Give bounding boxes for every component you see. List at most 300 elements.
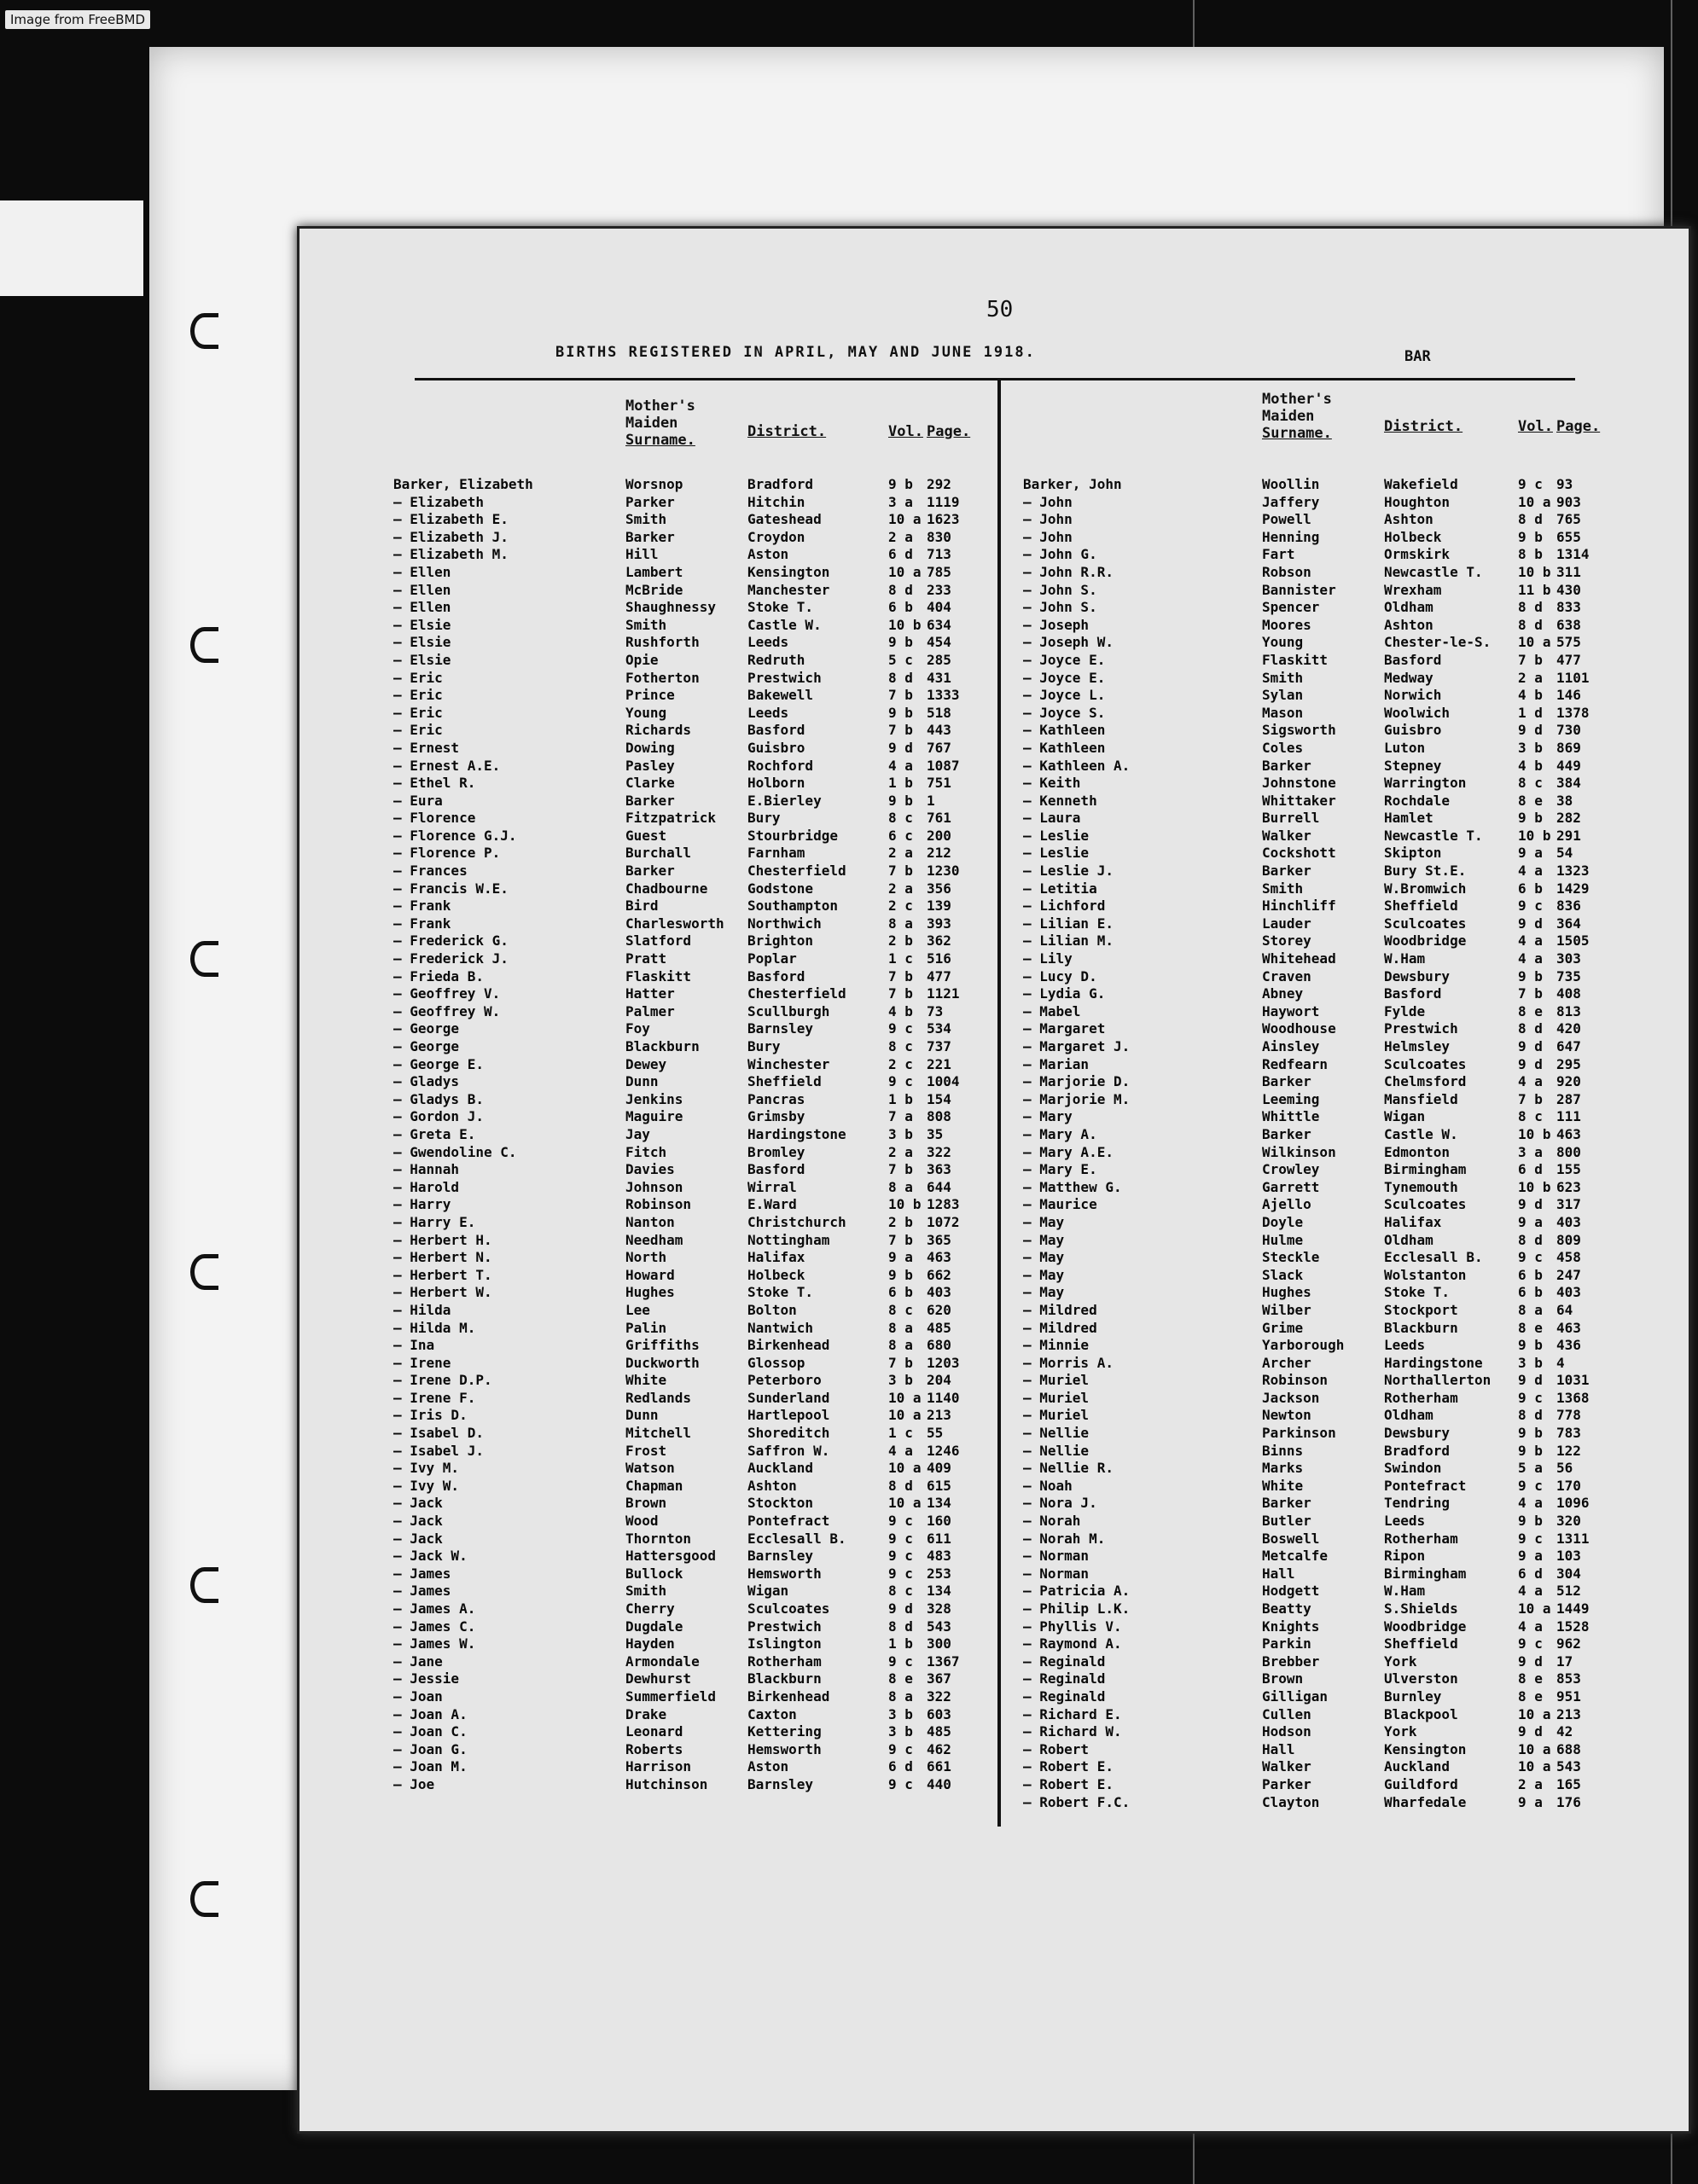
entry-name: — Ernest A.E.	[393, 757, 501, 774]
entry-volume: 6 b	[1518, 1284, 1543, 1301]
entry-page: 404	[927, 599, 951, 616]
entry-name: — Hilda M.	[393, 1319, 476, 1336]
entry-page: 363	[927, 1161, 951, 1178]
entry-name: — Kathleen A.	[1023, 757, 1131, 774]
entry-page: 247	[1556, 1266, 1581, 1283]
entry-maiden-surname: Hatter	[625, 985, 675, 1002]
entry-page: 962	[1556, 1635, 1581, 1653]
entry-page: 1429	[1556, 880, 1590, 897]
entry-page: 291	[1556, 827, 1581, 844]
entry-district: Basford	[747, 967, 805, 985]
entry-page: 362	[927, 932, 951, 950]
entry-maiden-surname: Dewhurst	[625, 1670, 692, 1687]
entry-district: W.Ham	[1384, 950, 1426, 967]
entry-maiden-surname: Garrett	[1262, 1178, 1320, 1195]
entry-volume: 8 d	[1518, 616, 1543, 633]
entry-page: 35	[927, 1125, 944, 1142]
entry-district: Aston	[747, 1758, 789, 1775]
entry-name: — Margaret	[1023, 1020, 1106, 1037]
entry-volume: 10 a	[1518, 634, 1551, 651]
entry-page: 292	[927, 476, 951, 492]
entry-district: Blackpool	[1384, 1705, 1458, 1722]
entry-volume: 2 a	[888, 845, 913, 862]
entry-maiden-surname: Barker	[625, 863, 675, 880]
entry-maiden-surname: Henning	[1262, 528, 1320, 545]
entry-maiden-surname: Barker	[625, 792, 675, 809]
entry-district: York	[1384, 1653, 1417, 1670]
entry-volume: 9 b	[888, 792, 913, 809]
entry-page: 365	[927, 1231, 951, 1248]
entry-volume: 4 a	[1518, 1583, 1543, 1600]
entry-maiden-surname: White	[625, 1372, 667, 1389]
entry-volume: 8 e	[1518, 1670, 1543, 1687]
entry-volume: 8 a	[888, 1337, 913, 1354]
entry-maiden-surname: Hall	[1262, 1740, 1295, 1757]
entry-page: 903	[1556, 493, 1581, 510]
maiden-header-2: Maiden	[625, 415, 678, 432]
entry-maiden-surname: Leeming	[1262, 1090, 1320, 1107]
entry-name: — Reginald	[1023, 1687, 1106, 1705]
entry-name: — Ethel R.	[393, 775, 476, 792]
entry-name: — Raymond A.	[1023, 1635, 1122, 1653]
entry-volume: 1 c	[888, 1425, 913, 1442]
maiden-header-3: Surname.	[625, 432, 695, 449]
entry-name: — May	[1023, 1249, 1065, 1266]
entry-district: Birkenhead	[747, 1337, 830, 1354]
entry-page: 213	[1556, 1705, 1581, 1722]
entry-name: — Frank	[393, 915, 451, 932]
entry-name: — Joe	[393, 1775, 435, 1792]
entry-name: — Joan A.	[393, 1705, 468, 1722]
entry-volume: 9 c	[1518, 1635, 1543, 1653]
entry-volume: 10 a	[1518, 1740, 1551, 1757]
surname-range: BAR	[1404, 348, 1431, 365]
entry-maiden-surname: Hodgett	[1262, 1583, 1320, 1600]
entry-volume: 9 d	[1518, 1055, 1543, 1072]
entry-district: Dewsbury	[1384, 967, 1451, 985]
entry-maiden-surname: Wilber	[1262, 1301, 1311, 1318]
entry-page: 830	[927, 528, 951, 545]
entry-page: 73	[927, 1002, 944, 1019]
entry-district: Hardingstone	[747, 1125, 846, 1142]
entry-district: Oldham	[1384, 1231, 1433, 1248]
entry-volume: 4 a	[1518, 1618, 1543, 1635]
entry-district: Norwich	[1384, 687, 1442, 704]
entry-page: 853	[1556, 1670, 1581, 1687]
entry-district: Bury St.E.	[1384, 863, 1467, 880]
entry-district: Leeds	[1384, 1337, 1426, 1354]
entry-maiden-surname: Brown	[1262, 1670, 1304, 1687]
punch-hole	[190, 1567, 218, 1603]
entry-page: 638	[1556, 616, 1581, 633]
entry-volume: 4 a	[1518, 950, 1543, 967]
entry-volume: 9 c	[888, 1565, 913, 1582]
entry-name: — Elsie	[393, 634, 451, 651]
entry-volume: 3 b	[1518, 1354, 1543, 1371]
entry-district: Halifax	[1384, 1213, 1442, 1230]
entry-district: Chester-le-S.	[1384, 634, 1492, 651]
entry-maiden-surname: Butler	[1262, 1513, 1311, 1530]
entry-maiden-surname: Young	[1262, 634, 1304, 651]
entry-district: Stoke T.	[1384, 1284, 1451, 1301]
entry-maiden-surname: Maguire	[625, 1108, 683, 1125]
entry-volume: 9 c	[888, 1513, 913, 1530]
entry-maiden-surname: Thornton	[625, 1530, 692, 1547]
entry-district: Barnsley	[747, 1020, 814, 1037]
entry-volume: 9 a	[1518, 1213, 1543, 1230]
entry-page: 311	[1556, 563, 1581, 580]
column-divider	[997, 380, 1001, 1827]
entry-maiden-surname: Whittaker	[1262, 792, 1336, 809]
entry-page: 1505	[1556, 932, 1590, 950]
entry-name: — Morris A.	[1023, 1354, 1114, 1371]
entry-page: 462	[927, 1740, 951, 1757]
entry-page: 813	[1556, 1002, 1581, 1019]
entry-district: Bakewell	[747, 687, 814, 704]
entry-name: — James	[393, 1565, 451, 1582]
entry-district: Guisbro	[1384, 722, 1442, 739]
entry-maiden-surname: Archer	[1262, 1354, 1311, 1371]
entry-volume: 3 b	[1518, 739, 1543, 756]
entry-volume: 9 c	[888, 1530, 913, 1547]
entry-page: 322	[927, 1687, 951, 1705]
entry-district: Sculcoates	[1384, 1055, 1467, 1072]
entry-district: Nottingham	[747, 1231, 830, 1248]
entry-page: 111	[1556, 1108, 1581, 1125]
entry-volume: 1 b	[888, 775, 913, 792]
entry-name: — John R.R.	[1023, 563, 1114, 580]
entry-volume: 8 d	[888, 581, 913, 598]
entry-district: Glossop	[747, 1354, 805, 1371]
entry-maiden-surname: Roberts	[625, 1740, 683, 1757]
entry-page: 122	[1556, 1442, 1581, 1459]
entry-maiden-surname: Richards	[625, 722, 692, 739]
entry-district: Pontefract	[1384, 1477, 1467, 1494]
entry-name: — Eric	[393, 704, 443, 721]
entry-page: 662	[927, 1266, 951, 1283]
entry-page: 54	[1556, 845, 1573, 862]
entry-district: Castle W.	[747, 616, 822, 633]
entry-name: — Kathleen	[1023, 722, 1106, 739]
entry-maiden-surname: Lee	[625, 1301, 650, 1318]
entry-volume: 9 b	[888, 634, 913, 651]
entry-volume: 10 a	[1518, 1705, 1551, 1722]
entry-name: — Marjorie M.	[1023, 1090, 1131, 1107]
entry-name: — Lilian E.	[1023, 915, 1114, 932]
entry-maiden-surname: Binns	[1262, 1442, 1304, 1459]
entry-volume: 10 b	[888, 616, 922, 633]
entry-volume: 8 d	[1518, 1020, 1543, 1037]
entry-maiden-surname: Bannister	[1262, 581, 1336, 598]
entry-volume: 8 b	[1518, 546, 1543, 563]
entry-name: — Joan	[393, 1687, 443, 1705]
entry-page: 233	[927, 581, 951, 598]
entry-volume: 9 c	[1518, 1389, 1543, 1406]
entry-name: — Francis W.E.	[393, 880, 509, 897]
entry-maiden-surname: Abney	[1262, 985, 1304, 1002]
entry-volume: 7 b	[888, 967, 913, 985]
entry-name: — Elizabeth	[393, 493, 484, 510]
entry-district: Bury	[747, 1038, 781, 1054]
entry-page: 367	[927, 1670, 951, 1687]
entry-name: — May	[1023, 1231, 1065, 1248]
entry-name: — Ina	[393, 1337, 435, 1354]
entry-page: 1623	[927, 511, 960, 528]
entry-page: 1283	[927, 1196, 960, 1213]
entry-district: Auckland	[747, 1460, 814, 1477]
entry-page: 139	[927, 897, 951, 915]
entry-page: 518	[927, 704, 951, 721]
entry-volume: 6 c	[888, 827, 913, 844]
entry-district: Wolstanton	[1384, 1266, 1467, 1283]
entry-name: — Joyce E.	[1023, 651, 1106, 668]
entry-page: 320	[1556, 1513, 1581, 1530]
entry-district: Halifax	[747, 1249, 805, 1266]
entry-volume: 4 a	[1518, 932, 1543, 950]
entry-volume: 7 b	[888, 1231, 913, 1248]
entry-district: E.Ward	[747, 1196, 797, 1213]
entry-page: 56	[1556, 1460, 1573, 1477]
entry-volume: 9 b	[1518, 1513, 1543, 1530]
entry-maiden-surname: Brown	[625, 1495, 667, 1512]
entry-page: 436	[1556, 1337, 1581, 1354]
entry-district: W.Ham	[1384, 1583, 1426, 1600]
entry-volume: 2 b	[888, 1213, 913, 1230]
entry-page: 644	[927, 1178, 951, 1195]
entry-name: — Muriel	[1023, 1407, 1090, 1424]
entry-page: 485	[927, 1723, 951, 1740]
entry-district: Hemsworth	[747, 1740, 822, 1757]
entry-name: — Herbert N.	[393, 1249, 492, 1266]
entry-district: Islington	[747, 1635, 822, 1653]
entry-volume: 1 b	[888, 1635, 913, 1653]
entry-volume: 10 a	[1518, 493, 1551, 510]
entry-page: 403	[1556, 1284, 1581, 1301]
entry-page: 420	[1556, 1020, 1581, 1037]
entry-page: 765	[1556, 511, 1581, 528]
entry-volume: 9 b	[1518, 967, 1543, 985]
entry-district: Saffron W.	[747, 1442, 830, 1459]
entry-district: Rotherham	[1384, 1530, 1458, 1547]
entry-district: Newcastle T.	[1384, 563, 1483, 580]
entry-district: Basford	[1384, 985, 1442, 1002]
entry-maiden-surname: Redlands	[625, 1389, 692, 1406]
entry-name: — Harry E.	[393, 1213, 476, 1230]
entry-maiden-surname: Palmer	[625, 1002, 675, 1019]
maiden-header-1: Mother's	[625, 398, 695, 415]
entry-volume: 9 c	[1518, 897, 1543, 915]
entry-page: 38	[1556, 792, 1573, 809]
entry-page: 204	[927, 1372, 951, 1389]
entry-name: — Ernest	[393, 739, 460, 756]
entry-name: — James A.	[393, 1600, 476, 1617]
entry-volume: 8 a	[888, 1319, 913, 1336]
entry-district: Oldham	[1384, 599, 1433, 616]
entry-district: Ashton	[1384, 616, 1433, 633]
entry-name: — Joseph	[1023, 616, 1090, 633]
entry-page: 1004	[927, 1073, 960, 1090]
entry-maiden-surname: Lambert	[625, 563, 683, 580]
entry-volume: 8 c	[888, 1583, 913, 1600]
entry-page: 170	[1556, 1477, 1581, 1494]
entry-district: Hartlepool	[747, 1407, 830, 1424]
entry-maiden-surname: Pasley	[625, 757, 675, 774]
entry-name: — Richard W.	[1023, 1723, 1122, 1740]
entry-maiden-surname: North	[625, 1249, 667, 1266]
entry-name: — Harold	[393, 1178, 460, 1195]
entry-name: — Robert F.C.	[1023, 1793, 1131, 1810]
entry-name: — Elizabeth E.	[393, 511, 509, 528]
entry-district: Ormskirk	[1384, 546, 1451, 563]
entry-name: — Joseph W.	[1023, 634, 1114, 651]
entry-volume: 1 c	[888, 950, 913, 967]
entry-maiden-surname: Guest	[625, 827, 667, 844]
paper-sheet	[149, 47, 1664, 2090]
entry-name: — Margaret J.	[1023, 1038, 1131, 1054]
entry-page: 317	[1556, 1196, 1581, 1213]
entry-maiden-surname: Spencer	[1262, 599, 1320, 616]
entry-maiden-surname: Woollin	[1262, 476, 1320, 492]
entry-page: 42	[1556, 1723, 1573, 1740]
entry-page: 463	[1556, 1319, 1581, 1336]
entry-maiden-surname: Steckle	[1262, 1249, 1320, 1266]
district-header: District.	[1384, 418, 1463, 435]
entry-maiden-surname: Brebber	[1262, 1653, 1320, 1670]
entry-page: 920	[1556, 1073, 1581, 1090]
entry-district: Birmingham	[1384, 1565, 1467, 1582]
entry-volume: 10 b	[1518, 1178, 1551, 1195]
entry-district: Shoreditch	[747, 1425, 830, 1442]
entry-page: 322	[927, 1143, 951, 1160]
entry-volume: 10 b	[1518, 1125, 1551, 1142]
entry-district: Wigan	[1384, 1108, 1426, 1125]
entry-volume: 9 d	[1518, 915, 1543, 932]
entry-maiden-surname: Hutchinson	[625, 1775, 708, 1792]
entry-district: Leeds	[747, 704, 789, 721]
entry-maiden-surname: Howard	[625, 1266, 675, 1283]
entry-volume: 10 b	[888, 1196, 922, 1213]
entry-page: 1368	[1556, 1389, 1590, 1406]
entry-name: — Robert E.	[1023, 1758, 1114, 1775]
entry-district: Luton	[1384, 739, 1426, 756]
entry-name: — Joan G.	[393, 1740, 468, 1757]
entry-district: Oldham	[1384, 1407, 1433, 1424]
entry-name: — Frieda B.	[393, 967, 484, 985]
entry-volume: 1 d	[1518, 704, 1543, 721]
entry-page: 623	[1556, 1178, 1581, 1195]
entry-page: 4	[1556, 1354, 1565, 1371]
entry-volume: 4 a	[888, 1442, 913, 1459]
entry-district: Farnham	[747, 845, 805, 862]
entry-page: 154	[927, 1090, 951, 1107]
entry-volume: 10 a	[1518, 1600, 1551, 1617]
entry-page: 64	[1556, 1301, 1573, 1318]
entry-name: — May	[1023, 1266, 1065, 1283]
entry-name: — Muriel	[1023, 1372, 1090, 1389]
entry-page: 356	[927, 880, 951, 897]
entry-district: Tynemouth	[1384, 1178, 1458, 1195]
entry-maiden-surname: Doyle	[1262, 1213, 1304, 1230]
entry-volume: 9 b	[1518, 1442, 1543, 1459]
entry-district: Prestwich	[747, 1618, 822, 1635]
entry-page: 785	[927, 563, 951, 580]
entry-maiden-surname: Fitch	[625, 1143, 667, 1160]
entry-district: Tendring	[1384, 1495, 1451, 1512]
entry-volume: 9 c	[888, 1775, 913, 1792]
entry-name: — Jack W.	[393, 1548, 468, 1565]
entry-district: Redruth	[747, 651, 805, 668]
entry-volume: 8 d	[1518, 511, 1543, 528]
page-header: Page.	[1556, 418, 1601, 435]
entry-maiden-surname: Smith	[625, 511, 667, 528]
entry-maiden-surname: Opie	[625, 651, 659, 668]
entry-name: — Elizabeth J.	[393, 528, 509, 545]
entry-district: Grimsby	[747, 1108, 805, 1125]
entry-name: — Eric	[393, 669, 443, 686]
page-title: BIRTHS REGISTERED IN APRIL, MAY AND JUNE 1918.	[555, 344, 1036, 361]
entry-page: 575	[1556, 634, 1581, 651]
entry-name: — Ivy M.	[393, 1460, 460, 1477]
entry-maiden-surname: Parkinson	[1262, 1425, 1336, 1442]
entry-maiden-surname: Dugdale	[625, 1618, 683, 1635]
entry-name: — Leslie	[1023, 845, 1090, 862]
entry-volume: 6 d	[888, 1758, 913, 1775]
entry-page: 449	[1556, 757, 1581, 774]
entry-maiden-surname: Robinson	[625, 1196, 692, 1213]
entry-volume: 4 a	[1518, 1073, 1543, 1090]
entry-name: — Robert	[1023, 1740, 1090, 1757]
entry-maiden-surname: Hattersgood	[625, 1548, 716, 1565]
entry-page: 328	[927, 1600, 951, 1617]
entry-district: Bradford	[747, 476, 814, 492]
entry-page: 1367	[927, 1653, 960, 1670]
entry-name: — Maurice	[1023, 1196, 1097, 1213]
entry-volume: 9 c	[888, 1548, 913, 1565]
entry-maiden-surname: Beatty	[1262, 1600, 1311, 1617]
entry-volume: 2 a	[888, 1143, 913, 1160]
entry-page: 303	[1556, 950, 1581, 967]
entry-page: 661	[927, 1758, 951, 1775]
entry-page: 1230	[927, 863, 960, 880]
entry-page: 403	[927, 1284, 951, 1301]
entry-page: 1072	[927, 1213, 960, 1230]
entry-volume: 10 a	[888, 563, 922, 580]
entry-name: — George E.	[393, 1055, 484, 1072]
entry-maiden-surname: Powell	[1262, 511, 1311, 528]
entry-name: — Kenneth	[1023, 792, 1097, 809]
entry-maiden-surname: Jenkins	[625, 1090, 683, 1107]
entry-district: S.Shields	[1384, 1600, 1458, 1617]
entry-maiden-surname: Burrell	[1262, 810, 1320, 827]
entry-page: 615	[927, 1477, 951, 1494]
entry-volume: 7 b	[888, 722, 913, 739]
entry-district: Winchester	[747, 1055, 830, 1072]
entry-name: — Frederick G.	[393, 932, 509, 950]
entry-district: Bromley	[747, 1143, 805, 1160]
entry-name: — Irene D.P.	[393, 1372, 492, 1389]
entry-volume: 8 d	[1518, 1231, 1543, 1248]
entry-maiden-surname: Hill	[625, 546, 659, 563]
entry-page: 458	[1556, 1249, 1581, 1266]
entry-volume: 4 b	[888, 1002, 913, 1019]
entry-district: Hamlet	[1384, 810, 1433, 827]
entry-maiden-surname: Clayton	[1262, 1793, 1320, 1810]
entry-district: Croydon	[747, 528, 805, 545]
entry-page: 737	[927, 1038, 951, 1054]
entry-maiden-surname: Barker	[625, 528, 675, 545]
entry-maiden-surname: Robson	[1262, 563, 1311, 580]
entry-maiden-surname: Dewey	[625, 1055, 667, 1072]
